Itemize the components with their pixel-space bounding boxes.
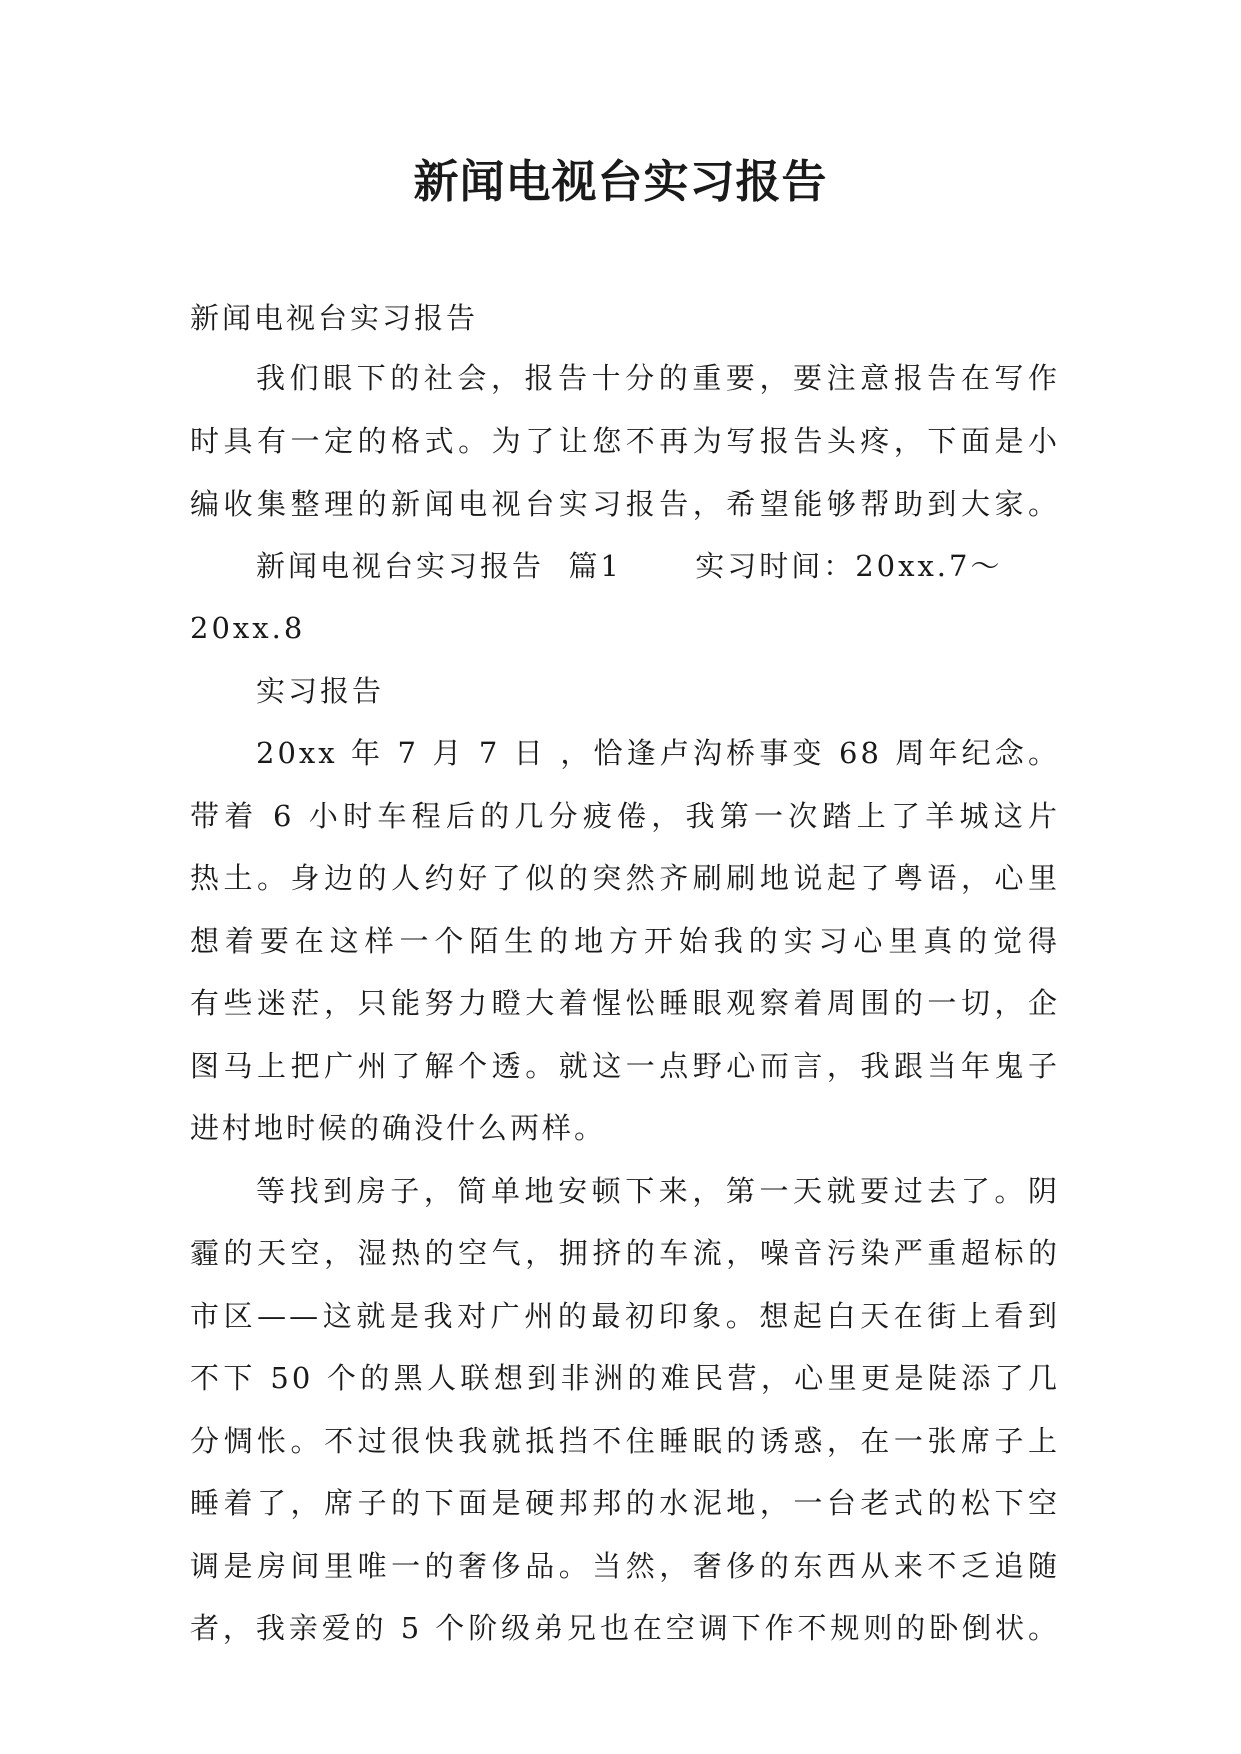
section-heading-line: 新闻电视台实习报告 篇1 实习时间：20xx.7～ bbox=[256, 549, 1003, 583]
text-line: 想着要在这样一个陌生的地方开始我的实习心里真的觉得 bbox=[190, 924, 1060, 958]
text-line: 图马上把广州了解个透。就这一点野心而言，我跟当年鬼子 bbox=[190, 1049, 1060, 1083]
text-line: 者，我亲爱的 5 个阶级弟兄也在空调下作不规则的卧倒状。 bbox=[190, 1611, 1060, 1645]
text-line: 我们眼下的社会，报告十分的重要，要注意报告在写作 bbox=[256, 361, 1060, 395]
document-title: 新闻电视台实习报告 bbox=[413, 155, 828, 208]
text-line: 调是房间里唯一的奢侈品。当然，奢侈的东西从来不乏追随 bbox=[190, 1549, 1060, 1583]
text-line: 带着 6 小时车程后的几分疲倦，我第一次踏上了羊城这片 bbox=[190, 799, 1060, 833]
text-line: 市区——这就是我对广州的最初印象。想起白天在街上看到 bbox=[190, 1299, 1060, 1333]
subtitle-line: 新闻电视台实习报告 bbox=[190, 301, 479, 335]
text-line: 20xx 年 7 月 7 日 ，恰逢卢沟桥事变 68 周年纪念。 bbox=[256, 736, 1060, 770]
text-line: 等找到房子，简单地安顿下来，第一天就要过去了。阴 bbox=[256, 1174, 1060, 1208]
text-line: 热土。身边的人约好了似的突然齐刷刷地说起了粤语，心里 bbox=[190, 861, 1060, 895]
text-line: 进村地时候的确没什么两样。 bbox=[190, 1111, 607, 1145]
text-line: 20xx.8 bbox=[190, 611, 306, 645]
text-line: 睡着了，席子的下面是硬邦邦的水泥地，一台老式的松下空 bbox=[190, 1486, 1060, 1520]
text-line: 分惆怅。不过很快我就抵挡不住睡眠的诱惑，在一张席子上 bbox=[190, 1424, 1060, 1458]
text-line: 有些迷茫，只能努力瞪大着惺忪睡眼观察着周围的一切，企 bbox=[190, 986, 1060, 1020]
text-line: 霾的天空，湿热的空气，拥挤的车流，噪音污染严重超标的 bbox=[190, 1236, 1060, 1270]
text-line: 编收集整理的新闻电视台实习报告，希望能够帮助到大家。 bbox=[190, 487, 1060, 521]
text-line: 不下 50 个的黑人联想到非洲的难民营，心里更是陡添了几 bbox=[190, 1361, 1060, 1395]
text-line: 实习报告 bbox=[256, 674, 385, 708]
text-line: 时具有一定的格式。为了让您不再为写报告头疼，下面是小 bbox=[190, 424, 1060, 458]
